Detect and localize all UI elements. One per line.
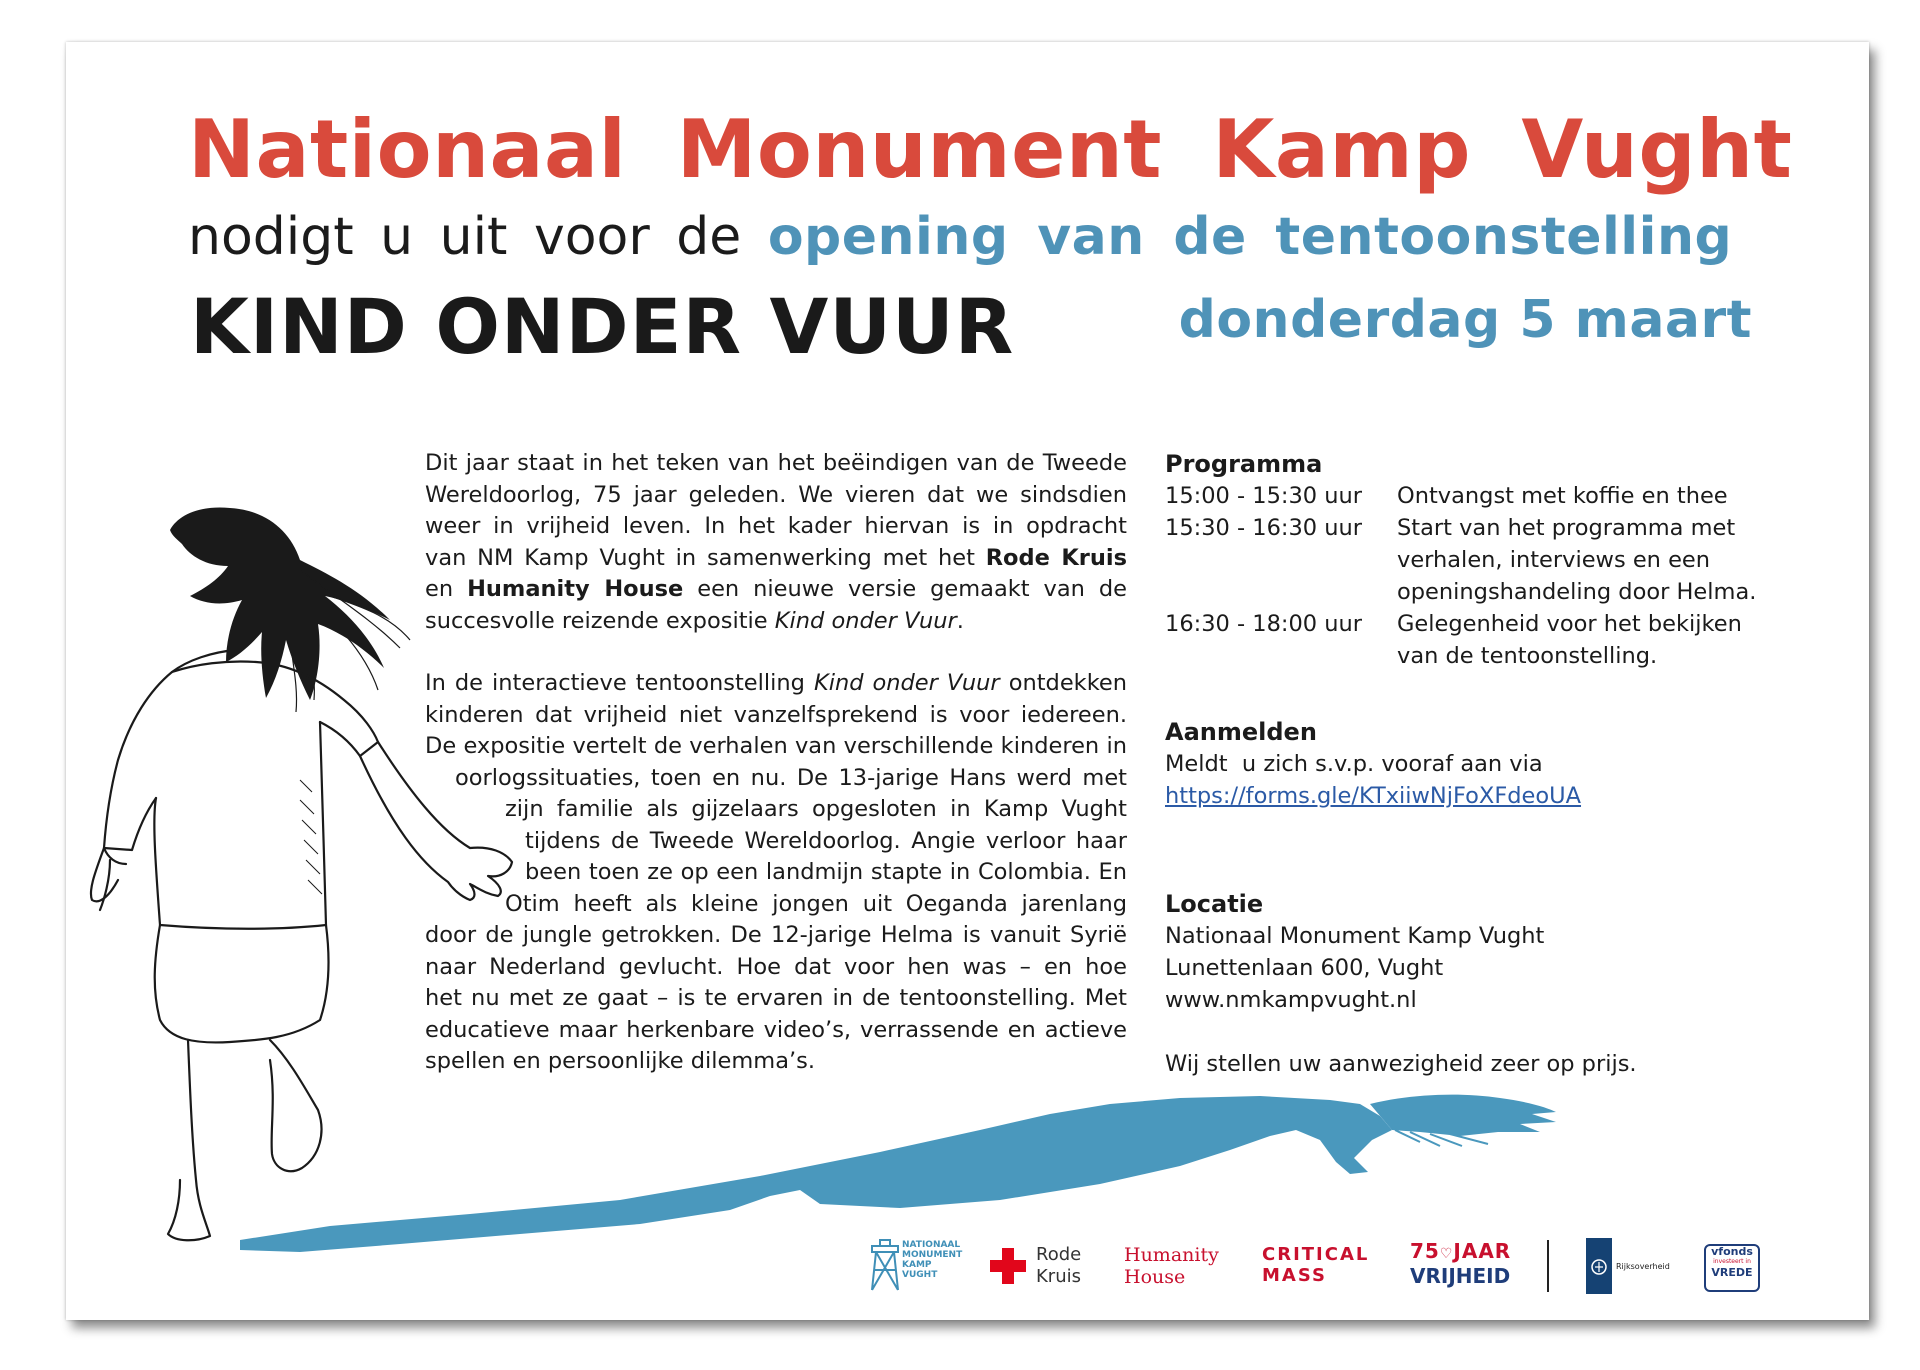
rijksoverheid-logo-text: Rijksoverheid bbox=[1616, 1262, 1670, 1271]
text-line: zijn familie als gijzelaars opgesloten in Kamp Vught bbox=[505, 796, 1127, 822]
text-line: kinderen dat vrijheid niet vanzelfsprekend is voor iedereen. bbox=[425, 701, 1127, 728]
logo-line: 75 bbox=[1410, 1239, 1440, 1263]
locatie-heading: Locatie bbox=[1165, 890, 1264, 918]
text-segment: en bbox=[425, 576, 454, 602]
logo-line: MASS bbox=[1262, 1265, 1327, 1286]
shadow-hair bbox=[1370, 1095, 1556, 1136]
intro-paragraph-1 bbox=[425, 448, 1127, 637]
logo-line: KAMP bbox=[902, 1260, 932, 1270]
text-line: been toen ze op een landmijn stapte in Colombia. En bbox=[525, 859, 1127, 885]
page-title: Nationaal Monument Kamp Vught bbox=[188, 103, 1793, 196]
logo-line: NATIONAAL bbox=[902, 1240, 961, 1250]
text-segment: . bbox=[956, 607, 964, 634]
schedule-desc: Start van het programma met bbox=[1397, 515, 1736, 541]
heart-icon: ♡ bbox=[1439, 1246, 1454, 1262]
logo-line: VUGHT bbox=[902, 1270, 938, 1280]
text-line: oorlogssituaties, toen en nu. De 13-jarige Hans werd met bbox=[455, 764, 1127, 791]
text-line: weer in vrijheid leven. In het kader hiervan is in opdracht bbox=[425, 513, 1127, 539]
logo-line: VRIJHEID bbox=[1410, 1264, 1511, 1288]
text-line bbox=[425, 543, 1127, 575]
intro-text bbox=[425, 448, 1127, 1078]
text-line: tijdens de Tweede Wereldoorlog. Angie verloor haar bbox=[525, 827, 1127, 854]
event-details bbox=[1165, 448, 1785, 1080]
child-shadow bbox=[240, 1096, 1392, 1252]
schedule-desc: Gelegenheid voor het bekijken bbox=[1397, 611, 1742, 637]
logo-line: Humanity bbox=[1124, 1244, 1219, 1266]
logo-line: VREDE bbox=[1711, 1266, 1753, 1279]
text-line: naar Nederland gevlucht. Hoe dat voor hen was – en hoe bbox=[425, 953, 1127, 980]
location-address: Lunettenlaan 600, Vught bbox=[1165, 955, 1444, 981]
programma-heading: Programma bbox=[1165, 450, 1323, 478]
text-line: Dit jaar staat in het teken van het beëindigen van de Tweede bbox=[425, 450, 1127, 476]
text-line: Otim heeft als kleine jongen uit Oeganda jarenlang bbox=[505, 890, 1127, 917]
schedule-desc: van de tentoonstelling. bbox=[1397, 643, 1658, 669]
text-segment: succesvolle reizende expositie bbox=[425, 607, 768, 634]
invite-highlight: opening van de tentoonstelling bbox=[767, 207, 1733, 267]
text-line: het nu met ze gaat – is te ervaren in de tentoonstelling. Met bbox=[425, 985, 1127, 1011]
schedule-time: 16:30 - 18:00 uur bbox=[1165, 611, 1363, 637]
text-segment: van NM Kamp Vught in samenwerking met het bbox=[425, 544, 975, 571]
schedule-desc: Ontvangst met koffie en thee bbox=[1397, 483, 1728, 509]
logo-line: investeert in bbox=[1713, 1258, 1751, 1265]
location-name: Nationaal Monument Kamp Vught bbox=[1165, 923, 1545, 949]
humanity-house-emphasis: Humanity House bbox=[467, 576, 684, 602]
logo-line: vfonds bbox=[1711, 1245, 1753, 1258]
exhibition-name: KIND ONDER VUUR bbox=[190, 282, 1015, 371]
schedule-desc: openingshandeling door Helma. bbox=[1397, 579, 1757, 605]
event-date: donderdag 5 maart bbox=[1178, 290, 1752, 350]
intro-paragraph-2 bbox=[425, 668, 1127, 1078]
closing-line: Wij stellen uw aanwezigheid zeer op prijs. bbox=[1165, 1051, 1637, 1077]
schedule-time: 15:30 - 16:30 uur bbox=[1165, 515, 1363, 541]
text-segment: een nieuwe versie gemaakt van de bbox=[697, 576, 1128, 602]
text-line bbox=[425, 668, 1127, 700]
exhibition-italic: Kind onder Vuur bbox=[813, 670, 1000, 696]
logo-line: House bbox=[1124, 1266, 1186, 1288]
registration-link[interactable]: https://forms.gle/KTxiiwNjFoXFdeoUA bbox=[1165, 783, 1582, 809]
text-line: educatieve maar herkenbare video’s, verrassende en actieve bbox=[425, 1016, 1127, 1043]
text-line: door de jungle getrokken. De 12-jarige Helma is vanuit Syrië bbox=[425, 922, 1127, 948]
invite-prefix: nodigt u uit voor de bbox=[188, 207, 742, 267]
text-line: De expositie vertelt de verhalen van verschillende kinderen in bbox=[425, 733, 1127, 759]
child-hair bbox=[170, 507, 390, 700]
aanmelden-text: Meldt u zich s.v.p. vooraf aan via bbox=[1165, 751, 1543, 777]
text-line: Wereldoorlog, 75 jaar geleden. We vieren dat we sindsdien bbox=[425, 481, 1127, 508]
exhibition-italic: Kind onder Vuur bbox=[774, 607, 957, 634]
logo-line: CRITICAL bbox=[1262, 1244, 1370, 1265]
text-segment: ontdekken bbox=[1008, 670, 1128, 696]
location-website[interactable]: www.nmkampvught.nl bbox=[1165, 987, 1417, 1013]
text-segment: In de interactieve tentoonstelling bbox=[425, 670, 805, 696]
text-line bbox=[425, 574, 1127, 606]
logo-line: Kruis bbox=[1036, 1266, 1081, 1287]
logo-line: JAAR bbox=[1453, 1239, 1512, 1263]
schedule-desc: verhalen, interviews en een bbox=[1397, 547, 1711, 573]
logo-line: Rode bbox=[1036, 1244, 1082, 1265]
programma-schedule bbox=[1165, 480, 1785, 672]
rode-kruis-emphasis: Rode Kruis bbox=[985, 544, 1128, 571]
logo-line: MONUMENT bbox=[902, 1250, 963, 1260]
text-line: spellen en persoonlijke dilemma’s. bbox=[425, 1048, 816, 1074]
text-line bbox=[425, 606, 1127, 638]
aanmelden-heading: Aanmelden bbox=[1165, 718, 1317, 746]
schedule-time: 15:00 - 15:30 uur bbox=[1165, 483, 1363, 509]
